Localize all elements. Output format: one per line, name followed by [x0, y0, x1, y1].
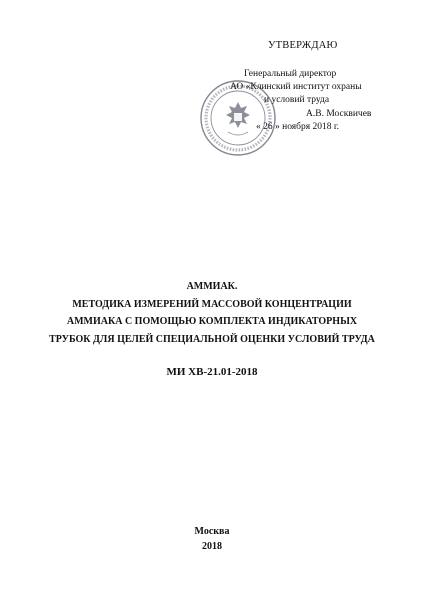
document-heading — [0, 278, 424, 348]
document-footer — [0, 524, 424, 554]
approval-date: « 26 » ноября 2018 г. — [256, 121, 340, 132]
approval-block — [230, 68, 390, 134]
footer-year: 2018 — [202, 541, 222, 552]
heading-line-1: АММИАК. — [186, 281, 238, 292]
approval-position: Генеральный директор — [244, 69, 337, 79]
approval-organization-line2: и условий труда — [264, 95, 330, 106]
footer-city: Москва — [194, 526, 230, 537]
approval-organization-line1: АО «Клинский институт охраны — [230, 82, 362, 93]
approval-signatory: А.В. Москвичев — [306, 108, 372, 119]
heading-line-2: МЕТОДИКА ИЗМЕРЕНИЙ МАССОВОЙ КОНЦЕНТРАЦИИ — [72, 298, 352, 310]
approval-title: УТВЕРЖДАЮ — [268, 40, 338, 51]
document-code: МИ ХВ-21.01-2018 — [166, 366, 258, 378]
heading-line-3: АММИАКА С ПОМОЩЬЮ КОМПЛЕКТА ИНДИКАТОРНЫХ — [66, 316, 358, 327]
heading-line-4: ТРУБОК ДЛЯ ЦЕЛЕЙ СПЕЦИАЛЬНОЙ ОЦЕНКИ УСЛОВИЙ ТРУДА — [49, 333, 375, 345]
